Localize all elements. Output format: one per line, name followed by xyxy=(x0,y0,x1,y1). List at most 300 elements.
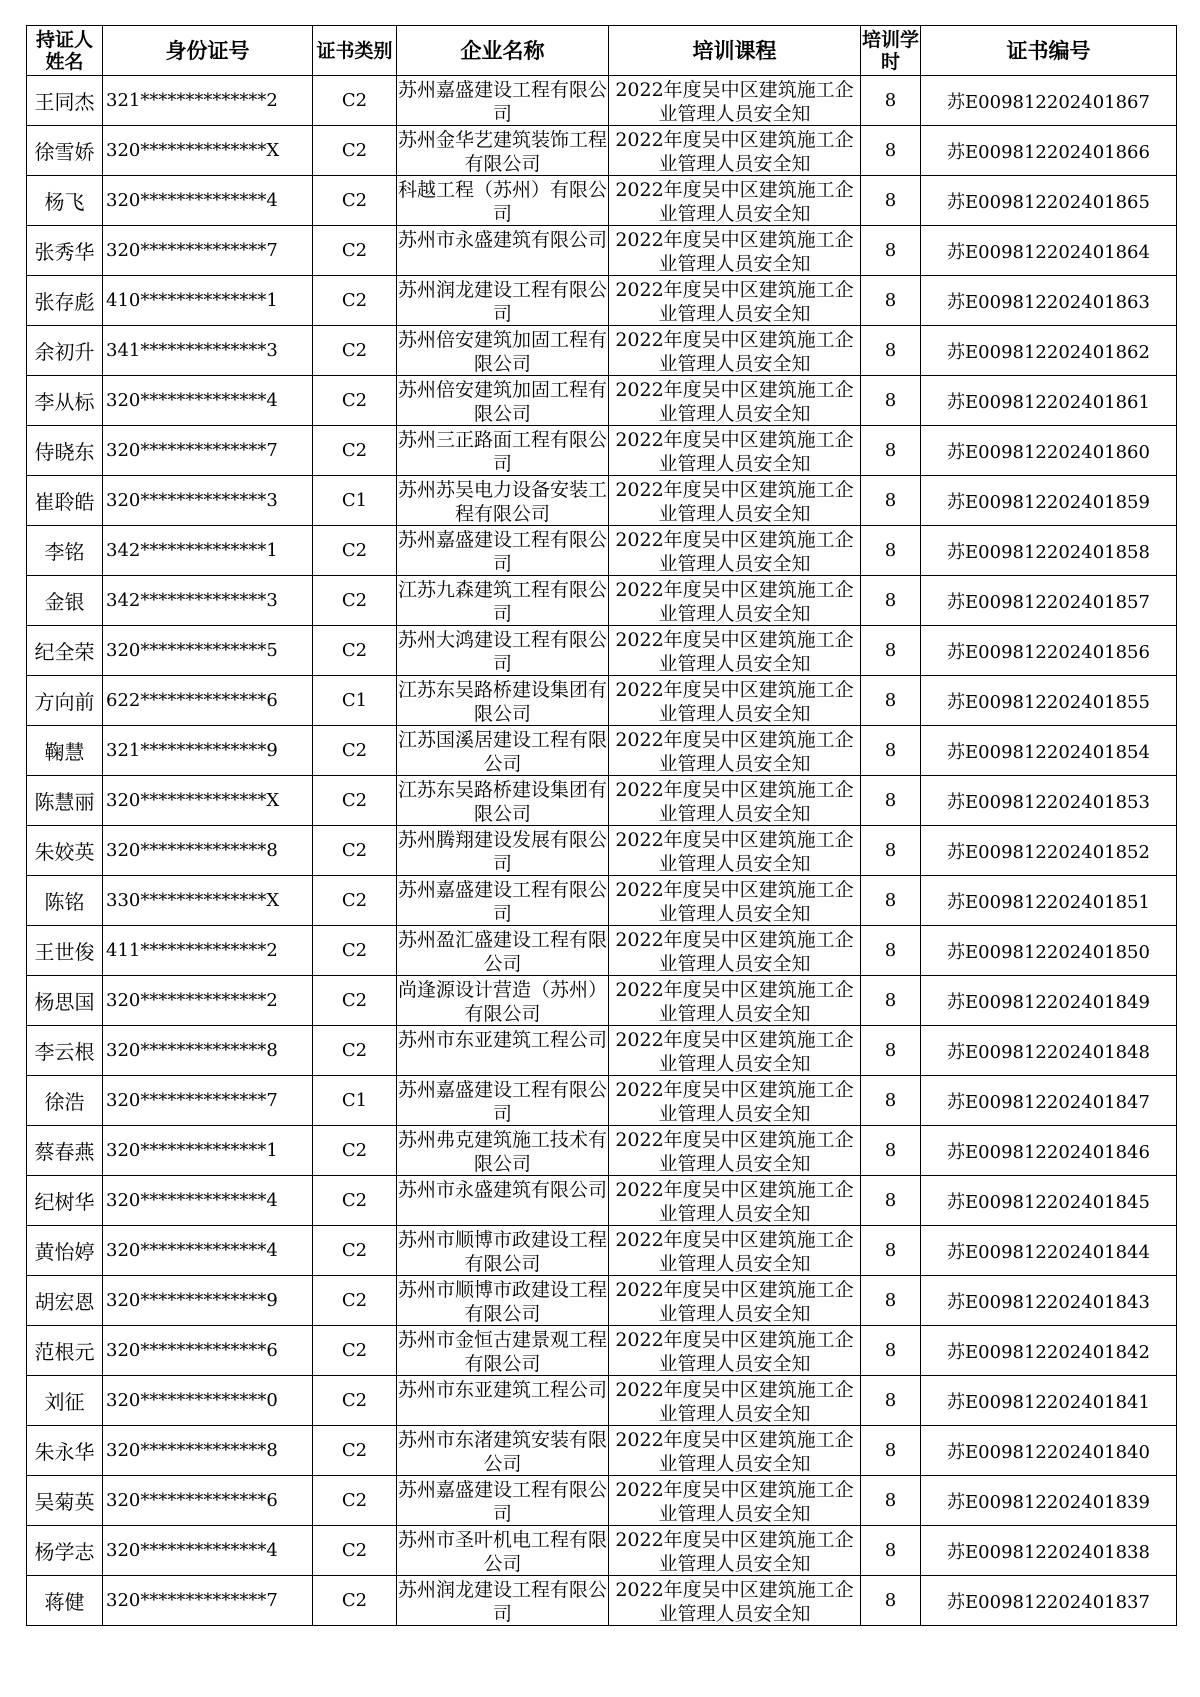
cert-number-cell: 苏E009812202401861 xyxy=(921,376,1177,426)
cert-number-cell: 苏E009812202401864 xyxy=(921,226,1177,276)
company-cell xyxy=(397,126,609,176)
cert-type-cell: C2 xyxy=(313,1226,397,1276)
company-cell-text: 苏州嘉盛建设工程有限公司 xyxy=(397,878,607,924)
id-number-cell: 320**************5 xyxy=(103,626,313,676)
hours-cell: 8 xyxy=(861,726,921,776)
course-cell xyxy=(609,1176,861,1226)
course-cell xyxy=(609,276,861,326)
course-cell-text: 2022年度吴中区建筑施工企业管理人员安全知 xyxy=(615,278,854,324)
company-cell-text: 苏州嘉盛建设工程有限公司 xyxy=(397,1078,607,1124)
course-cell-text: 2022年度吴中区建筑施工企业管理人员安全知 xyxy=(615,178,854,224)
course-cell-text: 2022年度吴中区建筑施工企业管理人员安全知 xyxy=(615,678,854,724)
company-cell-text: 苏州市圣叶机电工程有限公司 xyxy=(397,1528,607,1574)
cert-type-cell: C2 xyxy=(313,1326,397,1376)
hours-cell: 8 xyxy=(861,1126,921,1176)
company-cell xyxy=(397,476,609,526)
course-cell-text: 2022年度吴中区建筑施工企业管理人员安全知 xyxy=(615,1528,854,1574)
id-number-cell: 320**************2 xyxy=(103,976,313,1026)
holder-name-cell: 杨学志 xyxy=(27,1526,103,1576)
company-cell xyxy=(397,1026,609,1076)
holder-name-cell: 徐雪娇 xyxy=(27,126,103,176)
company-cell xyxy=(397,1126,609,1176)
course-cell xyxy=(609,1126,861,1176)
cert-number-cell: 苏E009812202401844 xyxy=(921,1226,1177,1276)
company-cell-text: 苏州三正路面工程有限公司 xyxy=(397,428,607,474)
table-row xyxy=(27,926,1177,976)
id-number-cell: 320**************8 xyxy=(103,1426,313,1476)
hours-cell: 8 xyxy=(861,1176,921,1226)
holder-name-cell: 蒋健 xyxy=(27,1576,103,1626)
company-cell-text: 苏州嘉盛建设工程有限公司 xyxy=(397,528,607,574)
company-cell xyxy=(397,1426,609,1476)
course-cell-text: 2022年度吴中区建筑施工企业管理人员安全知 xyxy=(615,1478,854,1524)
cert-number-cell: 苏E009812202401863 xyxy=(921,276,1177,326)
cert-number-cell: 苏E009812202401865 xyxy=(921,176,1177,226)
course-cell xyxy=(609,176,861,226)
course-cell-text: 2022年度吴中区建筑施工企业管理人员安全知 xyxy=(615,78,854,124)
company-cell xyxy=(397,776,609,826)
id-number-cell: 320**************4 xyxy=(103,1226,313,1276)
table-row xyxy=(27,576,1177,626)
company-cell-text: 苏州金华艺建筑装饰工程有限公司 xyxy=(397,128,607,174)
holder-name-cell: 李从标 xyxy=(27,376,103,426)
cert-type-cell: C2 xyxy=(313,526,397,576)
company-cell-text: 江苏东吴路桥建设集团有限公司 xyxy=(397,778,607,824)
holder-name-cell: 侍晓东 xyxy=(27,426,103,476)
cert-type-cell: C1 xyxy=(313,476,397,526)
table-row xyxy=(27,1476,1177,1526)
header-cert-number: 证书编号 xyxy=(921,26,1177,76)
company-cell xyxy=(397,1476,609,1526)
cert-type-cell: C2 xyxy=(313,826,397,876)
id-number-cell: 320**************4 xyxy=(103,1176,313,1226)
company-cell-text: 苏州市东亚建筑工程公司 xyxy=(397,1028,607,1051)
id-number-cell: 320**************7 xyxy=(103,226,313,276)
cert-number-cell: 苏E009812202401839 xyxy=(921,1476,1177,1526)
course-cell xyxy=(609,626,861,676)
course-cell xyxy=(609,426,861,476)
cert-type-cell: C2 xyxy=(313,776,397,826)
cert-type-cell: C2 xyxy=(313,926,397,976)
hours-cell: 8 xyxy=(861,1076,921,1126)
holder-name-cell: 王世俊 xyxy=(27,926,103,976)
table-row xyxy=(27,176,1177,226)
id-number-cell: 320**************8 xyxy=(103,1026,313,1076)
cert-number-cell: 苏E009812202401851 xyxy=(921,876,1177,926)
cert-type-cell: C2 xyxy=(313,1026,397,1076)
course-cell-text: 2022年度吴中区建筑施工企业管理人员安全知 xyxy=(615,478,854,524)
hours-cell: 8 xyxy=(861,526,921,576)
company-cell-text: 苏州倍安建筑加固工程有限公司 xyxy=(397,328,607,374)
course-cell-text: 2022年度吴中区建筑施工企业管理人员安全知 xyxy=(615,628,854,674)
course-cell xyxy=(609,676,861,726)
cert-number-cell: 苏E009812202401850 xyxy=(921,926,1177,976)
holder-name-cell: 杨思国 xyxy=(27,976,103,1026)
header-holder-name: 持证人姓名 xyxy=(27,26,103,76)
course-cell xyxy=(609,1076,861,1126)
company-cell-text: 苏州市金恒古建景观工程有限公司 xyxy=(397,1328,607,1374)
course-cell xyxy=(609,1226,861,1276)
company-cell-text: 江苏国溪居建设工程有限公司 xyxy=(397,728,607,774)
holder-name-cell: 徐浩 xyxy=(27,1076,103,1126)
cert-number-cell: 苏E009812202401845 xyxy=(921,1176,1177,1226)
hours-cell: 8 xyxy=(861,1276,921,1326)
company-cell-text: 苏州市永盛建筑有限公司 xyxy=(397,1178,607,1201)
id-number-cell: 411**************2 xyxy=(103,926,313,976)
hours-cell: 8 xyxy=(861,1376,921,1426)
company-cell xyxy=(397,76,609,126)
holder-name-cell: 陈慧丽 xyxy=(27,776,103,826)
cert-number-cell: 苏E009812202401842 xyxy=(921,1326,1177,1376)
table-row xyxy=(27,526,1177,576)
hours-cell: 8 xyxy=(861,576,921,626)
course-cell xyxy=(609,926,861,976)
company-cell-text: 苏州市顺博市政建设工程有限公司 xyxy=(397,1278,607,1324)
holder-name-cell: 吴菊英 xyxy=(27,1476,103,1526)
table-row xyxy=(27,1176,1177,1226)
course-cell xyxy=(609,1426,861,1476)
course-cell xyxy=(609,876,861,926)
hours-cell: 8 xyxy=(861,826,921,876)
company-cell-text: 苏州嘉盛建设工程有限公司 xyxy=(397,78,607,124)
company-cell xyxy=(397,826,609,876)
cert-number-cell: 苏E009812202401846 xyxy=(921,1126,1177,1176)
hours-cell: 8 xyxy=(861,876,921,926)
table-row xyxy=(27,1426,1177,1476)
holder-name-cell: 鞠慧 xyxy=(27,726,103,776)
company-cell-text: 苏州润龙建设工程有限公司 xyxy=(397,1578,607,1624)
hours-cell: 8 xyxy=(861,1226,921,1276)
header-row xyxy=(27,26,1177,76)
course-cell xyxy=(609,1276,861,1326)
holder-name-cell: 陈铭 xyxy=(27,876,103,926)
cert-type-cell: C2 xyxy=(313,1176,397,1226)
cert-type-cell: C2 xyxy=(313,626,397,676)
holder-name-cell: 张秀华 xyxy=(27,226,103,276)
cert-type-cell: C2 xyxy=(313,1376,397,1426)
course-cell xyxy=(609,976,861,1026)
course-cell-text: 2022年度吴中区建筑施工企业管理人员安全知 xyxy=(615,878,854,924)
company-cell xyxy=(397,226,609,276)
company-cell xyxy=(397,1576,609,1626)
course-cell-text: 2022年度吴中区建筑施工企业管理人员安全知 xyxy=(615,928,854,974)
cert-type-cell: C2 xyxy=(313,576,397,626)
company-cell-text: 江苏东吴路桥建设集团有限公司 xyxy=(397,678,607,724)
cert-type-cell: C2 xyxy=(313,1126,397,1176)
company-cell-text: 苏州市永盛建筑有限公司 xyxy=(397,228,607,251)
cert-number-cell: 苏E009812202401853 xyxy=(921,776,1177,826)
course-cell xyxy=(609,376,861,426)
cert-number-cell: 苏E009812202401841 xyxy=(921,1376,1177,1426)
company-cell-text: 苏州市东渚建筑安装有限公司 xyxy=(397,1428,607,1474)
company-cell xyxy=(397,176,609,226)
course-cell xyxy=(609,476,861,526)
company-cell xyxy=(397,1526,609,1576)
cert-number-cell: 苏E009812202401867 xyxy=(921,76,1177,126)
id-number-cell: 320**************X xyxy=(103,126,313,176)
cert-type-cell: C2 xyxy=(313,1276,397,1326)
header-company: 企业名称 xyxy=(397,26,609,76)
company-cell-text: 苏州腾翔建设发展有限公司 xyxy=(397,828,607,874)
id-number-cell: 320**************4 xyxy=(103,176,313,226)
company-cell xyxy=(397,976,609,1026)
table-row xyxy=(27,1226,1177,1276)
cert-number-cell: 苏E009812202401843 xyxy=(921,1276,1177,1326)
company-cell xyxy=(397,676,609,726)
holder-name-cell: 朱永华 xyxy=(27,1426,103,1476)
header-hours: 培训学时 xyxy=(861,26,921,76)
course-cell xyxy=(609,576,861,626)
course-cell xyxy=(609,326,861,376)
course-cell-text: 2022年度吴中区建筑施工企业管理人员安全知 xyxy=(615,828,854,874)
hours-cell: 8 xyxy=(861,226,921,276)
course-cell-text: 2022年度吴中区建筑施工企业管理人员安全知 xyxy=(615,1128,854,1174)
cert-number-cell: 苏E009812202401858 xyxy=(921,526,1177,576)
company-cell-text: 苏州苏吴电力设备安装工程有限公司 xyxy=(397,478,607,524)
id-number-cell: 320**************X xyxy=(103,776,313,826)
holder-name-cell: 范根元 xyxy=(27,1326,103,1376)
table-row xyxy=(27,276,1177,326)
id-number-cell: 320**************4 xyxy=(103,376,313,426)
course-cell-text: 2022年度吴中区建筑施工企业管理人员安全知 xyxy=(615,1378,854,1424)
course-cell xyxy=(609,126,861,176)
id-number-cell: 341**************3 xyxy=(103,326,313,376)
holder-name-cell: 余初升 xyxy=(27,326,103,376)
course-cell xyxy=(609,76,861,126)
holder-name-cell: 李铭 xyxy=(27,526,103,576)
cert-number-cell: 苏E009812202401860 xyxy=(921,426,1177,476)
cert-type-cell: C2 xyxy=(313,176,397,226)
holder-name-cell: 纪全荣 xyxy=(27,626,103,676)
header-id-number: 身份证号 xyxy=(103,26,313,76)
company-cell xyxy=(397,876,609,926)
course-cell-text: 2022年度吴中区建筑施工企业管理人员安全知 xyxy=(615,778,854,824)
hours-cell: 8 xyxy=(861,76,921,126)
holder-name-cell: 张存彪 xyxy=(27,276,103,326)
cert-type-cell: C1 xyxy=(313,1076,397,1126)
hours-cell: 8 xyxy=(861,476,921,526)
hours-cell: 8 xyxy=(861,426,921,476)
id-number-cell: 342**************3 xyxy=(103,576,313,626)
id-number-cell: 320**************6 xyxy=(103,1476,313,1526)
id-number-cell: 410**************1 xyxy=(103,276,313,326)
cert-type-cell: C2 xyxy=(313,1476,397,1526)
company-cell xyxy=(397,926,609,976)
cert-type-cell: C2 xyxy=(313,76,397,126)
hours-cell: 8 xyxy=(861,1426,921,1476)
course-cell-text: 2022年度吴中区建筑施工企业管理人员安全知 xyxy=(615,1328,854,1374)
holder-name-cell: 方向前 xyxy=(27,676,103,726)
cert-number-cell: 苏E009812202401848 xyxy=(921,1026,1177,1076)
holder-name-cell: 王同杰 xyxy=(27,76,103,126)
id-number-cell: 320**************4 xyxy=(103,1526,313,1576)
table-row xyxy=(27,626,1177,676)
company-cell xyxy=(397,326,609,376)
course-cell-text: 2022年度吴中区建筑施工企业管理人员安全知 xyxy=(615,528,854,574)
hours-cell: 8 xyxy=(861,676,921,726)
cert-type-cell: C2 xyxy=(313,876,397,926)
course-cell-text: 2022年度吴中区建筑施工企业管理人员安全知 xyxy=(615,1078,854,1124)
cert-type-cell: C2 xyxy=(313,426,397,476)
course-cell-text: 2022年度吴中区建筑施工企业管理人员安全知 xyxy=(615,1428,854,1474)
company-cell-text: 苏州润龙建设工程有限公司 xyxy=(397,278,607,324)
cert-type-cell: C2 xyxy=(313,276,397,326)
cert-number-cell: 苏E009812202401866 xyxy=(921,126,1177,176)
company-cell xyxy=(397,1226,609,1276)
cert-number-cell: 苏E009812202401857 xyxy=(921,576,1177,626)
company-cell-text: 苏州弗克建筑施工技术有限公司 xyxy=(397,1128,607,1174)
cert-type-cell: C2 xyxy=(313,376,397,426)
hours-cell: 8 xyxy=(861,1526,921,1576)
cert-type-cell: C2 xyxy=(313,726,397,776)
holder-name-cell: 黄怡婷 xyxy=(27,1226,103,1276)
holder-name-cell: 胡宏恩 xyxy=(27,1276,103,1326)
table-row xyxy=(27,426,1177,476)
header-course: 培训课程 xyxy=(609,26,861,76)
holder-name-cell: 朱姣英 xyxy=(27,826,103,876)
company-cell xyxy=(397,426,609,476)
course-cell-text: 2022年度吴中区建筑施工企业管理人员安全知 xyxy=(615,1028,854,1074)
company-cell xyxy=(397,1376,609,1426)
course-cell-text: 2022年度吴中区建筑施工企业管理人员安全知 xyxy=(615,328,854,374)
course-cell xyxy=(609,776,861,826)
company-cell xyxy=(397,576,609,626)
course-cell-text: 2022年度吴中区建筑施工企业管理人员安全知 xyxy=(615,1278,854,1324)
table-row xyxy=(27,1026,1177,1076)
course-cell-text: 2022年度吴中区建筑施工企业管理人员安全知 xyxy=(615,978,854,1024)
cert-number-cell: 苏E009812202401859 xyxy=(921,476,1177,526)
hours-cell: 8 xyxy=(861,126,921,176)
company-cell-text: 江苏九森建筑工程有限公司 xyxy=(397,578,607,624)
table-row xyxy=(27,876,1177,926)
cert-number-cell: 苏E009812202401862 xyxy=(921,326,1177,376)
company-cell xyxy=(397,1326,609,1376)
cert-number-cell: 苏E009812202401856 xyxy=(921,626,1177,676)
hours-cell: 8 xyxy=(861,626,921,676)
cert-type-cell: C2 xyxy=(313,226,397,276)
course-cell xyxy=(609,826,861,876)
hours-cell: 8 xyxy=(861,1476,921,1526)
cert-number-cell: 苏E009812202401838 xyxy=(921,1526,1177,1576)
table-row xyxy=(27,126,1177,176)
cert-type-cell: C2 xyxy=(313,326,397,376)
cert-type-cell: C2 xyxy=(313,126,397,176)
company-cell xyxy=(397,1076,609,1126)
hours-cell: 8 xyxy=(861,1326,921,1376)
table-row xyxy=(27,1326,1177,1376)
table-row xyxy=(27,226,1177,276)
cert-number-cell: 苏E009812202401854 xyxy=(921,726,1177,776)
table-row xyxy=(27,776,1177,826)
cert-number-cell: 苏E009812202401855 xyxy=(921,676,1177,726)
course-cell-text: 2022年度吴中区建筑施工企业管理人员安全知 xyxy=(615,378,854,424)
table-row xyxy=(27,826,1177,876)
hours-cell: 8 xyxy=(861,326,921,376)
course-cell-text: 2022年度吴中区建筑施工企业管理人员安全知 xyxy=(615,1228,854,1274)
id-number-cell: 622**************6 xyxy=(103,676,313,726)
header-cert-type: 证书类别 xyxy=(313,26,397,76)
hours-cell: 8 xyxy=(861,276,921,326)
table-row xyxy=(27,76,1177,126)
course-cell xyxy=(609,726,861,776)
cert-number-cell: 苏E009812202401849 xyxy=(921,976,1177,1026)
cert-number-cell: 苏E009812202401837 xyxy=(921,1576,1177,1626)
holder-name-cell: 金银 xyxy=(27,576,103,626)
id-number-cell: 330**************X xyxy=(103,876,313,926)
id-number-cell: 320**************6 xyxy=(103,1326,313,1376)
table-row xyxy=(27,976,1177,1026)
table-row xyxy=(27,1526,1177,1576)
cert-number-cell: 苏E009812202401847 xyxy=(921,1076,1177,1126)
holder-name-cell: 杨飞 xyxy=(27,176,103,226)
course-cell-text: 2022年度吴中区建筑施工企业管理人员安全知 xyxy=(615,128,854,174)
company-cell xyxy=(397,1276,609,1326)
company-cell xyxy=(397,626,609,676)
id-number-cell: 320**************7 xyxy=(103,1576,313,1626)
id-number-cell: 321**************9 xyxy=(103,726,313,776)
cert-type-cell: C2 xyxy=(313,976,397,1026)
holder-name-cell: 崔聆皓 xyxy=(27,476,103,526)
id-number-cell: 320**************3 xyxy=(103,476,313,526)
course-cell xyxy=(609,1576,861,1626)
id-number-cell: 342**************1 xyxy=(103,526,313,576)
cert-number-cell: 苏E009812202401852 xyxy=(921,826,1177,876)
table-row xyxy=(27,726,1177,776)
cert-type-cell: C1 xyxy=(313,676,397,726)
hours-cell: 8 xyxy=(861,776,921,826)
holder-name-cell: 纪树华 xyxy=(27,1176,103,1226)
company-cell-text: 苏州市顺博市政建设工程有限公司 xyxy=(397,1228,607,1274)
course-cell xyxy=(609,1476,861,1526)
company-cell-text: 尚逢源设计营造（苏州）有限公司 xyxy=(397,978,607,1024)
course-cell xyxy=(609,526,861,576)
company-cell-text: 苏州倍安建筑加固工程有限公司 xyxy=(397,378,607,424)
course-cell xyxy=(609,1326,861,1376)
company-cell-text: 科越工程（苏州）有限公司 xyxy=(397,178,607,224)
table-row xyxy=(27,1276,1177,1326)
hours-cell: 8 xyxy=(861,926,921,976)
company-cell xyxy=(397,276,609,326)
hours-cell: 8 xyxy=(861,376,921,426)
company-cell-text: 苏州市东亚建筑工程公司 xyxy=(397,1378,607,1401)
course-cell-text: 2022年度吴中区建筑施工企业管理人员安全知 xyxy=(615,1578,854,1624)
id-number-cell: 320**************8 xyxy=(103,826,313,876)
table-row xyxy=(27,326,1177,376)
cert-number-cell: 苏E009812202401840 xyxy=(921,1426,1177,1476)
course-cell-text: 2022年度吴中区建筑施工企业管理人员安全知 xyxy=(615,428,854,474)
company-cell-text: 苏州大鸿建设工程有限公司 xyxy=(397,628,607,674)
course-cell-text: 2022年度吴中区建筑施工企业管理人员安全知 xyxy=(615,228,854,274)
hours-cell: 8 xyxy=(861,1576,921,1626)
hours-cell: 8 xyxy=(861,976,921,1026)
course-cell-text: 2022年度吴中区建筑施工企业管理人员安全知 xyxy=(615,728,854,774)
table-row xyxy=(27,376,1177,426)
holder-name-cell: 刘征 xyxy=(27,1376,103,1426)
company-cell xyxy=(397,726,609,776)
company-cell xyxy=(397,376,609,426)
cert-type-cell: C2 xyxy=(313,1526,397,1576)
company-cell-text: 苏州嘉盛建设工程有限公司 xyxy=(397,1478,607,1524)
hours-cell: 8 xyxy=(861,176,921,226)
company-cell xyxy=(397,1176,609,1226)
company-cell-text: 苏州盈汇盛建设工程有限公司 xyxy=(397,928,607,974)
table-row xyxy=(27,1076,1177,1126)
course-cell xyxy=(609,1026,861,1076)
id-number-cell: 320**************7 xyxy=(103,1076,313,1126)
company-cell xyxy=(397,526,609,576)
holder-name-cell: 蔡春燕 xyxy=(27,1126,103,1176)
id-number-cell: 320**************0 xyxy=(103,1376,313,1426)
